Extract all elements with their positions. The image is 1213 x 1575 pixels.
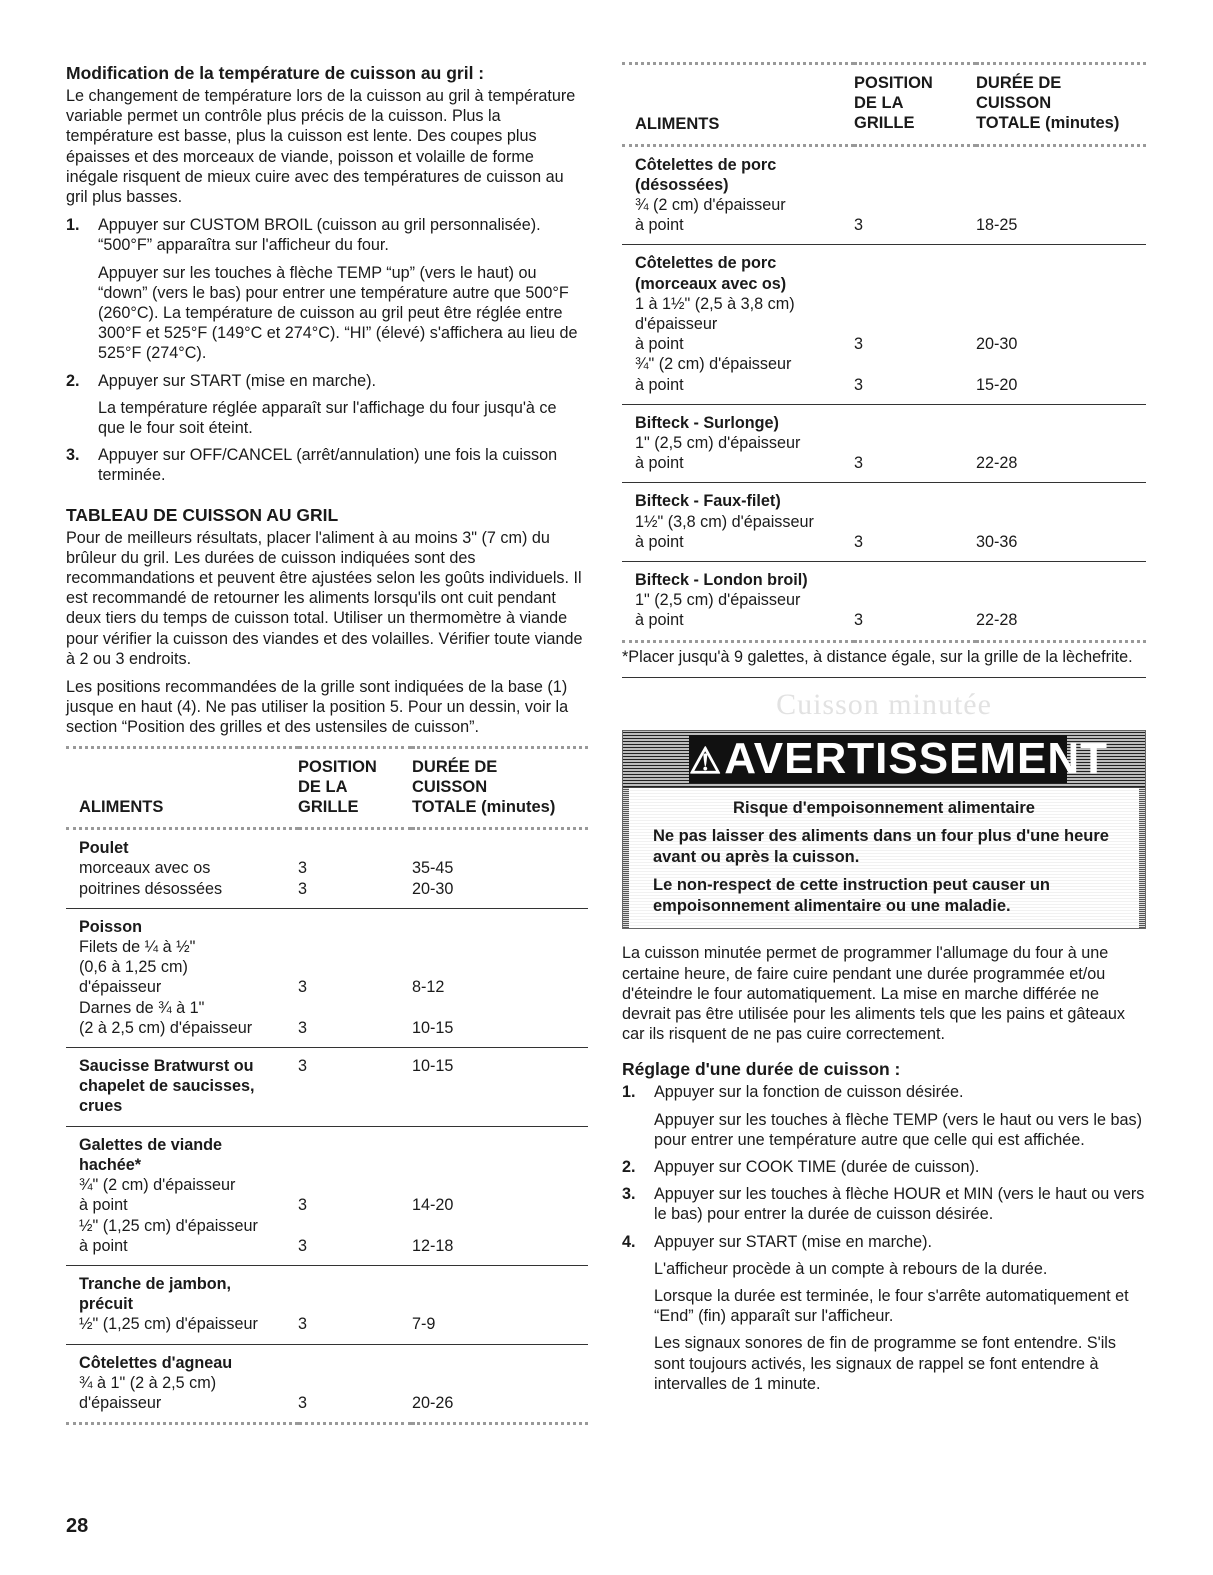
food-detail: ½" (1,25 cm) d'épaisseur <box>79 1315 258 1334</box>
step-number: 4. <box>622 1232 636 1251</box>
rack-value <box>854 195 976 215</box>
list-item <box>622 1157 1146 1177</box>
food-detail: (2 à 2,5 cm) d'épaisseur <box>79 1018 253 1037</box>
food-detail: d'épaisseur <box>79 1393 162 1412</box>
food-name: Saucisse Bratwurst ou <box>79 1057 254 1076</box>
rack-value <box>854 512 976 532</box>
rack-value <box>298 957 412 977</box>
list-item <box>66 445 588 485</box>
food-detail: à point <box>635 375 684 394</box>
rack-spacer <box>298 1135 412 1155</box>
rack-value <box>298 998 412 1018</box>
step-text: La température réglée apparaît sur l'affichage du four jusqu'à ce que le four soit éteint. <box>98 398 557 438</box>
time-value <box>412 937 588 957</box>
rack-cell <box>298 1344 412 1424</box>
food-detail: à point <box>635 454 684 473</box>
time-value: 15-20 <box>976 375 1018 394</box>
cook-time-steps <box>622 1082 1146 1394</box>
rack-value <box>854 314 976 334</box>
food-name: Côtelettes d'agneau <box>79 1353 233 1372</box>
rack-cell <box>854 145 976 245</box>
food-name: Côtelettes de porc <box>635 254 777 273</box>
table-row <box>66 1265 588 1344</box>
food-detail: 1" (2,5 cm) d'épaisseur <box>635 434 801 452</box>
header-food: ALIMENTS <box>622 64 854 146</box>
rack-cell <box>854 245 976 404</box>
rack-value <box>298 1175 412 1195</box>
list-item <box>622 1082 1146 1150</box>
rack-spacer <box>298 838 412 858</box>
time-value: 22-28 <box>976 454 1018 473</box>
step-number: 1. <box>622 1083 636 1102</box>
step-text: Appuyer sur START (mise en marche). <box>654 1232 932 1251</box>
left-column <box>66 62 588 1425</box>
time-cell <box>976 245 1146 404</box>
food-name: crues <box>79 1097 123 1116</box>
time-spacer <box>412 917 588 937</box>
food-name: Poisson <box>79 917 142 936</box>
food-detail: (0,6 à 1,25 cm) <box>79 958 188 977</box>
time-spacer <box>976 491 1146 511</box>
food-detail: d'épaisseur <box>635 314 718 333</box>
rack-value: 3 <box>298 1018 308 1037</box>
step-text: Appuyer sur les touches à flèche TEMP “up” (vers le haut) ou “down” (vers le bas) pour entrer une température autre que 500°F (260°C). La température de cuisson au gril peut être réglée entre 300°F et 525°F (149°C et 274°C). “HI” (élevé) s'affichera au lieu de 525°F (274°C). <box>98 263 578 363</box>
food-cell <box>622 483 854 562</box>
time-cell <box>412 1344 588 1424</box>
time-cell <box>412 829 588 909</box>
page-number: 28 <box>66 1515 89 1537</box>
time-value <box>976 433 1146 453</box>
time-value <box>412 1175 588 1195</box>
warning-header <box>623 731 1145 788</box>
rack-value: 3 <box>298 1057 308 1076</box>
rack-value: 3 <box>298 879 308 898</box>
food-detail: à point <box>79 1236 128 1255</box>
food-cell <box>622 562 854 642</box>
rack-value: 3 <box>298 1236 308 1255</box>
time-cell <box>412 1265 588 1344</box>
table-row <box>622 483 1146 562</box>
table-row <box>622 562 1146 642</box>
food-cell <box>66 908 298 1047</box>
food-cell <box>622 404 854 483</box>
broil-steps <box>66 215 588 485</box>
rack-value <box>854 354 976 374</box>
time-value: 18-25 <box>976 216 1018 235</box>
time-value <box>412 998 588 1018</box>
time-value: 7-9 <box>412 1315 436 1334</box>
food-detail: morceaux avec os <box>79 859 211 878</box>
food-cell <box>622 145 854 245</box>
time-value: 12-18 <box>412 1236 454 1255</box>
rack-value: 3 <box>854 375 864 394</box>
step-text: Appuyer sur CUSTOM BROIL (cuisson au gril personnalisée). “500°F” apparaîtra sur l'afficheur du four. <box>98 216 541 255</box>
food-detail: 1" (2,5 cm) d'épaisseur <box>635 591 801 610</box>
time-value: 20-30 <box>412 879 454 898</box>
warning-box <box>622 730 1146 930</box>
rack-value: 3 <box>298 859 308 878</box>
food-name: Bifteck - Faux-filet) <box>635 492 781 511</box>
time-value <box>976 512 1146 532</box>
time-spacer <box>976 175 1146 195</box>
broil-table-intro-2: Les positions recommandées de la grille sont indiquées de la base (1) jusque en haut (4). Ne pas utiliser la position 5. Pour un dessin, voir la section “Position des grilles et des ustensiles de cuisson”. <box>66 678 569 737</box>
broil-temp-heading: Modification de la température de cuisson au gril : <box>66 63 485 83</box>
table-row <box>622 404 1146 483</box>
step-number: 2. <box>66 371 80 390</box>
time-value: 10-15 <box>412 1057 454 1076</box>
time-value <box>976 195 1146 215</box>
list-item <box>66 215 588 363</box>
table-row <box>66 1048 588 1127</box>
food-detail: ¾ à 1" (2 à 2,5 cm) <box>79 1373 217 1392</box>
rack-spacer <box>298 1294 412 1314</box>
time-cell <box>412 908 588 1047</box>
broil-table-left <box>66 746 588 1425</box>
rack-value: 3 <box>854 335 864 354</box>
rack-spacer <box>854 274 976 294</box>
rack-value <box>298 1373 412 1393</box>
food-cell <box>622 245 854 404</box>
list-item <box>622 1184 1146 1224</box>
food-cell <box>66 1126 298 1265</box>
food-name: Galettes de viande <box>79 1135 223 1154</box>
time-value: 20-26 <box>412 1393 454 1412</box>
step-number: 1. <box>66 216 80 235</box>
warning-text-1: Ne pas laisser des aliments dans un four plus d'une heure avant ou après la cuisson. <box>653 827 1109 866</box>
time-value <box>412 1215 588 1235</box>
time-value: 30-36 <box>976 532 1018 551</box>
rack-value: 3 <box>298 1315 308 1334</box>
table-row <box>66 908 588 1047</box>
food-name: Bifteck - Surlonge) <box>635 413 779 432</box>
rack-spacer <box>298 917 412 937</box>
time-value <box>412 1373 588 1393</box>
step-text: Appuyer sur la fonction de cuisson désirée. <box>654 1083 964 1102</box>
rack-value <box>298 937 412 957</box>
rack-spacer <box>854 570 976 590</box>
cook-time-heading: Réglage d'une durée de cuisson : <box>622 1059 901 1080</box>
food-detail: 1 à 1½" (2,5 à 3,8 cm) <box>635 294 795 313</box>
food-detail: ¾ (2 cm) d'épaisseur <box>635 195 786 214</box>
rack-value: 3 <box>298 1196 308 1215</box>
time-value: 20-30 <box>976 335 1018 354</box>
food-detail: ½" (1,25 cm) d'épaisseur <box>79 1216 258 1235</box>
time-value <box>976 294 1146 314</box>
food-cell <box>66 829 298 909</box>
step-number: 3. <box>66 446 80 465</box>
step-text: Appuyer sur START (mise en marche). <box>98 371 376 390</box>
time-spacer <box>412 1096 588 1116</box>
food-detail: à point <box>635 532 684 551</box>
rack-value: 3 <box>298 978 308 997</box>
warning-triangle-icon: ⚠ <box>689 739 723 781</box>
rack-spacer <box>298 1076 412 1096</box>
rack-value <box>298 1215 412 1235</box>
header-rack: POSITION DE LA GRILLE <box>298 747 412 829</box>
rack-cell <box>854 404 976 483</box>
time-value <box>976 314 1146 334</box>
step-number: 2. <box>622 1157 636 1176</box>
table-row <box>66 829 588 909</box>
table-footnote: *Placer jusqu'à 9 galettes, à distance égale, sur la grille de la lèchefrite. <box>622 647 1146 678</box>
time-spacer <box>412 1155 588 1175</box>
table-header-row <box>66 747 588 829</box>
rack-value: 3 <box>854 216 864 235</box>
step-text: Appuyer sur les touches à flèche TEMP (vers le haut ou vers le bas) pour entrer une température autre que celle qui est affichée. <box>654 1110 1142 1149</box>
rack-value <box>854 590 976 610</box>
table-header-row <box>622 64 1146 146</box>
food-name: Poulet <box>79 839 129 858</box>
time-cell <box>412 1126 588 1265</box>
warning-text-2: Le non-respect de cette instruction peut causer un empoisonnement alimentaire ou une maladie. <box>653 876 1050 915</box>
food-name: (morceaux avec os) <box>635 274 787 293</box>
timed-cooking-intro: La cuisson minutée permet de programmer l'allumage du four à une certaine heure, de faire cuire pendant une durée programmée et/ou d'éteindre le four automatiquement. La mise en marche différée ne devrait pas être utilisée pour les aliments tels que les pains et gâteaux car ils risquent de ne pas cuire correctement. <box>622 944 1125 1044</box>
rack-spacer <box>854 253 976 273</box>
time-value: 14-20 <box>412 1196 454 1215</box>
food-detail: ¾" (2 cm) d'épaisseur <box>635 355 792 374</box>
list-item <box>622 1232 1146 1394</box>
rack-cell <box>298 829 412 909</box>
rack-spacer <box>854 413 976 433</box>
rack-cell <box>854 483 976 562</box>
food-detail: à point <box>635 335 684 354</box>
broil-table-title: TABLEAU DE CUISSON AU GRIL <box>66 504 339 525</box>
food-name: Bifteck - London broil) <box>635 571 808 590</box>
warning-banner: ⚠AVERTISSEMENT <box>689 733 1109 783</box>
rack-cell <box>298 1048 412 1127</box>
food-cell <box>66 1344 298 1424</box>
food-detail: 1½" (3,8 cm) d'épaisseur <box>635 512 814 531</box>
broil-table-intro-1: Pour de meilleurs résultats, placer l'aliment à au moins 3" (7 cm) du brûleur du gril. Les durées de cuisson indiquées sont des recommandations et peuvent être ajustées selon les goûts individuels. Il est recommandé de retourner les aliments lorsqu'ils ont cuit pendant deux tiers du temps de cuisson total. Utiliser un thermomètre à viande pour vérifier la cuisson des viandes et des volailles. Vérifier toute viande à 2 ou 3 endroits. <box>66 528 583 668</box>
time-spacer <box>976 274 1146 294</box>
step-text: L'afficheur procède à un compte à rebours de la durée. <box>654 1259 1048 1278</box>
time-cell <box>976 404 1146 483</box>
food-name: Tranche de jambon, <box>79 1274 232 1293</box>
food-name: précuit <box>79 1295 133 1314</box>
rack-value <box>854 294 976 314</box>
food-cell <box>66 1265 298 1344</box>
time-spacer <box>976 155 1146 175</box>
rack-spacer <box>298 1096 412 1116</box>
food-detail: à point <box>635 216 684 235</box>
food-name: hachée* <box>79 1155 142 1174</box>
rack-spacer <box>854 491 976 511</box>
food-name: (désossées) <box>635 175 729 194</box>
time-cell <box>412 1048 588 1127</box>
food-name: chapelet de saucisses, <box>79 1077 255 1096</box>
time-cell <box>976 145 1146 245</box>
time-value: 35-45 <box>412 859 454 878</box>
rack-spacer <box>298 1353 412 1373</box>
table-row <box>622 245 1146 404</box>
warning-body <box>623 788 1145 929</box>
time-value <box>976 354 1146 374</box>
time-spacer <box>976 253 1146 273</box>
rack-value: 3 <box>854 454 864 473</box>
food-detail: à point <box>79 1196 128 1215</box>
time-spacer <box>412 1076 588 1096</box>
header-time: DURÉE DE CUISSON TOTALE (minutes) <box>412 747 588 829</box>
time-spacer <box>412 1274 588 1294</box>
rack-spacer <box>854 175 976 195</box>
time-value <box>976 590 1146 610</box>
rack-value: 3 <box>854 532 864 551</box>
rack-cell <box>298 1126 412 1265</box>
time-spacer <box>412 1135 588 1155</box>
broil-table-right <box>622 62 1146 643</box>
food-detail: Darnes de ¾ à 1" <box>79 998 205 1017</box>
time-spacer <box>976 413 1146 433</box>
time-spacer <box>412 838 588 858</box>
time-value: 8-12 <box>412 978 445 997</box>
step-text: Les signaux sonores de fin de programme se font entendre. S'ils sont toujours activés, les signaux de rappel se font entendre à intervalles de 1 minute. <box>654 1334 1116 1393</box>
step-text: Appuyer sur les touches à flèche HOUR et MIN (vers le haut ou vers le bas) pour entrer la durée de cuisson désirée. <box>654 1185 1145 1224</box>
step-text: Appuyer sur OFF/CANCEL (arrêt/annulation) une fois la cuisson terminée. <box>98 446 558 485</box>
table-row <box>66 1344 588 1424</box>
food-detail: Filets de ¼ à ½" <box>79 938 196 957</box>
time-spacer <box>412 1353 588 1373</box>
time-cell <box>976 562 1146 642</box>
warning-title: Risque d'empoisonnement alimentaire <box>733 798 1035 817</box>
time-value <box>412 957 588 977</box>
time-cell <box>976 483 1146 562</box>
food-cell <box>66 1048 298 1127</box>
table-row <box>66 1126 588 1265</box>
step-text: Lorsque la durée est terminée, le four s'arrête automatiquement et “End” (fin) apparaît sur l'afficheur. <box>654 1286 1129 1326</box>
section-title-timed-cooking: Cuisson minutée <box>776 687 992 721</box>
food-name: Côtelettes de porc <box>635 155 777 174</box>
rack-value: 3 <box>854 611 864 630</box>
time-spacer <box>412 1294 588 1314</box>
time-spacer <box>976 570 1146 590</box>
header-rack: POSITION DE LA GRILLE <box>854 64 976 146</box>
rack-value <box>854 433 976 453</box>
rack-cell <box>854 562 976 642</box>
rack-spacer <box>298 1274 412 1294</box>
rack-value: 3 <box>298 1393 308 1412</box>
rack-cell <box>298 1265 412 1344</box>
broil-temp-intro: Le changement de température lors de la cuisson au gril à température variable permet un contrôle plus précis de la cuisson. Plus la température est basse, plus la cuisson est lente. Des coupes plus épaisses et des morceaux de viande, poisson et volaille de forme inégale risquent de mieux cuire avec des températures de cuisson au gril plus basses. <box>66 87 576 207</box>
list-item <box>66 371 588 439</box>
table-row <box>622 145 1146 245</box>
rack-spacer <box>854 155 976 175</box>
food-detail: à point <box>635 611 684 630</box>
food-detail: ¾" (2 cm) d'épaisseur <box>79 1176 236 1195</box>
step-number: 3. <box>622 1185 636 1204</box>
food-detail: poitrines désossées <box>79 879 223 898</box>
time-value: 10-15 <box>412 1018 454 1037</box>
right-column <box>622 62 1146 1404</box>
rack-spacer <box>298 1155 412 1175</box>
rack-cell <box>298 908 412 1047</box>
time-value: 22-28 <box>976 611 1018 630</box>
header-time: DURÉE DE CUISSON TOTALE (minutes) <box>976 64 1146 146</box>
step-text: Appuyer sur COOK TIME (durée de cuisson). <box>654 1157 980 1176</box>
header-food: ALIMENTS <box>66 747 298 829</box>
food-detail: d'épaisseur <box>79 978 162 997</box>
